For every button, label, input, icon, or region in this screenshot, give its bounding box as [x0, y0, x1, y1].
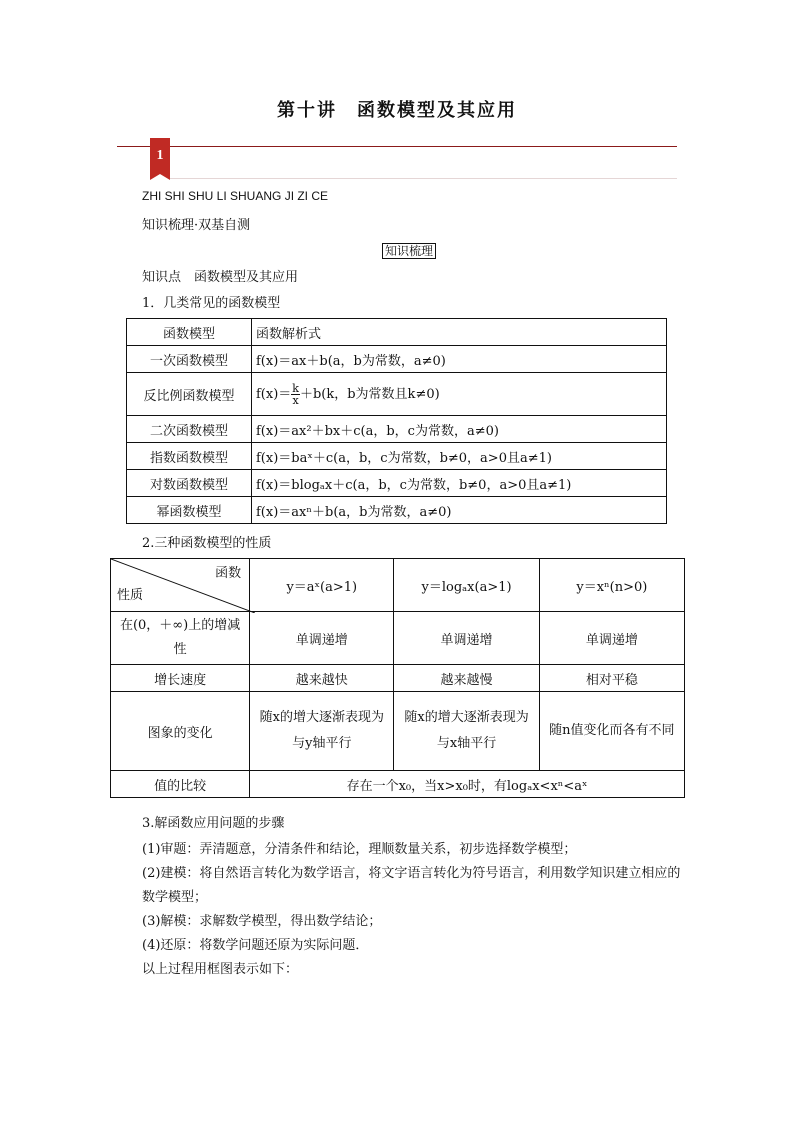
- fraction-denominator: x: [292, 393, 299, 407]
- table-row: [111, 612, 685, 665]
- subheading-3: 3.解函数应用问题的步骤: [142, 816, 285, 831]
- subheading-1: 1．几类常见的函数模型: [142, 296, 281, 311]
- corner-top-label: 函数: [215, 566, 242, 581]
- fraction: [291, 383, 300, 406]
- step-paragraph: (2)建模：将自然语言转化为数学语言，将文字语言转化为符号语言，利用数学知识建立相应的数学模型；: [142, 866, 681, 905]
- model-name: 二次函数模型: [127, 416, 252, 443]
- section-heading: 知识梳理·双基自测: [142, 218, 251, 233]
- table-row: [127, 470, 667, 497]
- model-formula: f(x)＝baˣ＋c(a，b，c为常数，b≠0，a>0且a≠1): [252, 443, 667, 470]
- step-paragraph: (3)解模：求解数学模型，得出数学结论；: [142, 914, 382, 929]
- header-rule-light: [170, 178, 677, 179]
- model-formula: [252, 373, 667, 416]
- badge-number: 1: [156, 148, 164, 163]
- row-label: 在(0，＋∞)上的增减性: [111, 612, 250, 665]
- table-header: 函数解析式: [252, 319, 667, 346]
- table-cell: 存在一个x₀，当x>x₀时，有logₐx<xⁿ<aˣ: [250, 771, 685, 798]
- step-paragraph: (4)还原：将数学问题还原为实际问题．: [142, 938, 369, 953]
- step-paragraph: (1)审题：弄清题意，分清条件和结论，理顺数量关系，初步选择数学模型；: [142, 842, 577, 857]
- table-row: [127, 319, 667, 346]
- table-row: [127, 346, 667, 373]
- table-cell: 随n值变化而各有不同: [539, 692, 684, 771]
- table-row: [127, 373, 667, 416]
- row-label: 图象的变化: [111, 692, 250, 771]
- model-name: 对数函数模型: [127, 470, 252, 497]
- table-row: [111, 692, 685, 771]
- table-cell: 越来越慢: [394, 665, 539, 692]
- steps-block: [142, 838, 682, 982]
- table-row: [127, 497, 667, 524]
- table-cell: 单调递增: [539, 612, 684, 665]
- knowledge-point: 知识点 函数模型及其应用: [142, 270, 299, 285]
- table-row: [127, 416, 667, 443]
- function-model-table: [126, 318, 667, 524]
- table-cell: 相对平稳: [539, 665, 684, 692]
- column-header: y＝logₐx(a>1): [394, 559, 539, 612]
- header-rule: [117, 146, 677, 147]
- table-cell: 越来越快: [250, 665, 394, 692]
- table-header: 函数模型: [127, 319, 252, 346]
- column-header: y＝xⁿ(n>0): [539, 559, 684, 612]
- subheading-2: 2.三种函数模型的性质: [142, 536, 272, 551]
- section-number-badge: [150, 138, 170, 174]
- table-row: [127, 443, 667, 470]
- row-label: 值的比较: [111, 771, 250, 798]
- table-cell: 随x的增大逐渐表现为与x轴平行: [394, 692, 539, 771]
- model-formula: f(x)＝ax²＋bx＋c(a，b，c为常数，a≠0): [252, 416, 667, 443]
- fraction-numerator: k: [292, 381, 299, 395]
- page-title: 第十讲 函数模型及其应用: [277, 100, 517, 121]
- model-formula: f(x)＝axⁿ＋b(a，b为常数，a≠0): [252, 497, 667, 524]
- model-formula: f(x)＝blogₐx＋c(a，b，c为常数，b≠0，a>0且a≠1): [252, 470, 667, 497]
- table-cell: 单调递增: [394, 612, 539, 665]
- column-header: y＝aˣ(a>1): [250, 559, 394, 612]
- closing-paragraph: 以上过程用框图表示如下：: [142, 962, 299, 977]
- pinyin-heading: ZHI SHI SHU LI SHUANG JI ZI CE: [142, 189, 329, 203]
- row-label: 增长速度: [111, 665, 250, 692]
- diagonal-header-cell: [111, 559, 250, 612]
- table-cell: 随x的增大逐渐表现为与y轴平行: [250, 692, 394, 771]
- model-name: 幂函数模型: [127, 497, 252, 524]
- formula-left: f(x)＝: [256, 386, 292, 402]
- model-name: 反比例函数模型: [127, 373, 252, 416]
- model-formula: f(x)＝ax＋b(a，b为常数，a≠0): [252, 346, 667, 373]
- model-name: 一次函数模型: [127, 346, 252, 373]
- model-name: 指数函数模型: [127, 443, 252, 470]
- table-row: [111, 771, 685, 798]
- property-table: [110, 558, 685, 798]
- formula-right: ＋b(k，b为常数且k≠0): [299, 386, 440, 402]
- corner-bottom-label: 性质: [117, 588, 144, 603]
- table-row: [111, 665, 685, 692]
- table-row: [111, 559, 685, 612]
- table-cell: 单调递增: [250, 612, 394, 665]
- boxed-label: 知识梳理: [382, 243, 436, 259]
